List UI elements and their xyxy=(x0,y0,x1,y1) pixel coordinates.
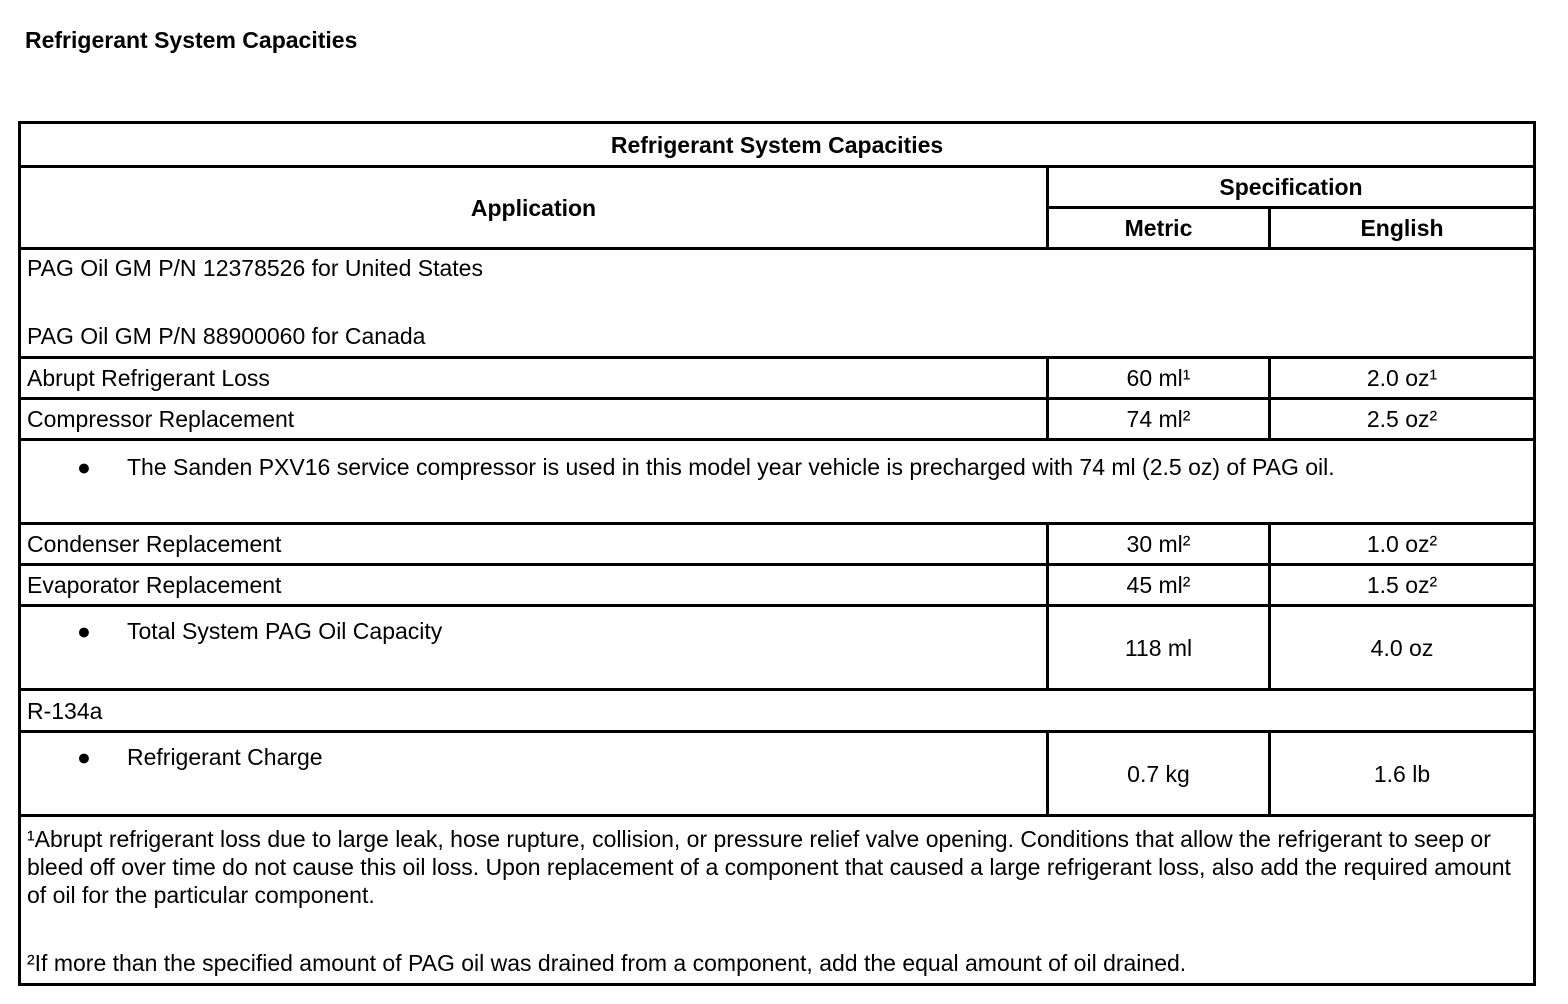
condenser-metric: 30 ml² xyxy=(1048,524,1270,565)
abrupt-loss-label: Abrupt Refrigerant Loss xyxy=(20,358,1048,399)
compressor-english: 2.5 oz² xyxy=(1270,399,1535,440)
table-row xyxy=(20,524,1535,565)
header-specification: Specification xyxy=(1048,167,1535,208)
table-row xyxy=(20,606,1535,690)
table-row xyxy=(20,358,1535,399)
abrupt-loss-english: 2.0 oz¹ xyxy=(1270,358,1535,399)
header-row-1 xyxy=(20,167,1535,208)
refrigerant-charge-label: Refrigerant Charge xyxy=(127,744,323,770)
total-oil-metric: 118 ml xyxy=(1048,606,1270,690)
spacer xyxy=(27,909,1527,949)
condenser-english: 1.0 oz² xyxy=(1270,524,1535,565)
compressor-label: Compressor Replacement xyxy=(20,399,1048,440)
compressor-note-text: The Sanden PXV16 service compressor is used in this model year vehicle is precharged with 74 ml (2.5 oz) of PAG oil. xyxy=(127,454,1335,480)
spacer xyxy=(27,282,1527,322)
header-english: English xyxy=(1270,208,1535,249)
oil-part-numbers-cell xyxy=(20,249,1535,358)
footnote-2: ²If more than the specified amount of PAG oil was drained from a component, add the equal amount of oil drained. xyxy=(27,950,1187,976)
compressor-metric: 74 ml² xyxy=(1048,399,1270,440)
refrigerant-charge-metric: 0.7 kg xyxy=(1048,732,1270,816)
bullet-icon: ● xyxy=(77,618,91,644)
capacities-table xyxy=(18,121,1536,986)
oil-part-numbers-row xyxy=(20,249,1535,358)
condenser-label: Condenser Replacement xyxy=(20,524,1048,565)
table-caption: Refrigerant System Capacities xyxy=(20,123,1535,167)
bullet-icon: ● xyxy=(77,744,91,770)
compressor-note-cell xyxy=(20,440,1535,524)
evaporator-english: 1.5 oz² xyxy=(1270,565,1535,606)
table-row xyxy=(20,565,1535,606)
page-title: Refrigerant System Capacities xyxy=(25,27,358,53)
table-row xyxy=(20,732,1535,816)
oil-part-us: PAG Oil GM P/N 12378526 for United States xyxy=(27,255,483,281)
table-row xyxy=(20,399,1535,440)
compressor-note-row xyxy=(20,440,1535,524)
evaporator-label: Evaporator Replacement xyxy=(20,565,1048,606)
oil-part-canada: PAG Oil GM P/N 88900060 for Canada xyxy=(27,323,426,349)
total-oil-label: Total System PAG Oil Capacity xyxy=(127,618,443,644)
refrigerant-type-row xyxy=(20,690,1535,732)
list-item xyxy=(27,743,1040,771)
list-item xyxy=(27,453,1527,481)
refrigerant-charge-english: 1.6 lb xyxy=(1270,732,1535,816)
footnotes-row xyxy=(20,816,1535,985)
header-application: Application xyxy=(20,167,1048,249)
header-metric: Metric xyxy=(1048,208,1270,249)
total-oil-cell xyxy=(20,606,1048,690)
abrupt-loss-metric: 60 ml¹ xyxy=(1048,358,1270,399)
total-oil-english: 4.0 oz xyxy=(1270,606,1535,690)
footnotes-cell xyxy=(20,816,1535,985)
refrigerant-type-cell: R-134a xyxy=(20,690,1535,732)
table-caption-row xyxy=(20,123,1535,167)
list-item xyxy=(27,617,1040,645)
footnote-1: ¹Abrupt refrigerant loss due to large leak, hose rupture, collision, or pressure relief valve opening. Conditions that allow the refrigerant to seep or bleed off over time do not cause this oil loss. Upon replacement of a component that caused a large refrigerant loss, also add the required amount of oil for the particular component. xyxy=(27,826,1511,908)
bullet-icon: ● xyxy=(77,454,91,480)
evaporator-metric: 45 ml² xyxy=(1048,565,1270,606)
refrigerant-charge-cell xyxy=(20,732,1048,816)
